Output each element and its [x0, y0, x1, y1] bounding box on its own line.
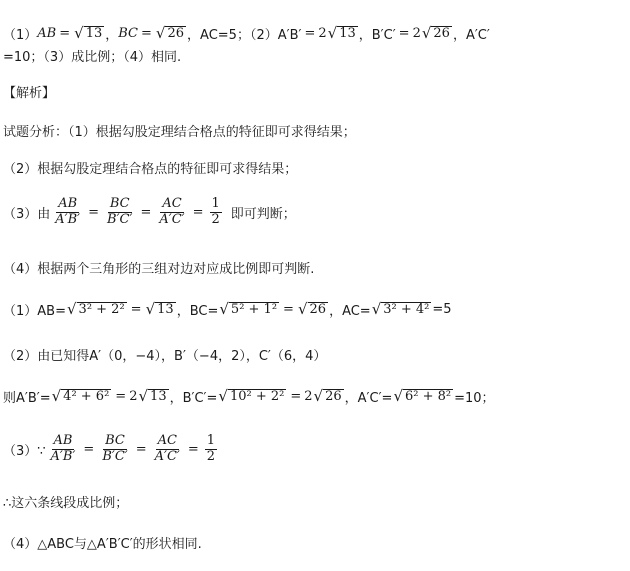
calc-line-6 [3, 533, 202, 552]
calc-1-bc: ，BC= [176, 304, 219, 319]
analysis-p2-text: （2）根据勾股定理结合格点的特征即可求得结果； [3, 162, 298, 177]
sqrt-26: √ 26 [313, 387, 342, 406]
calc-5-text: ∴这六条线段成比例； [3, 496, 129, 511]
comma: ， [187, 28, 201, 43]
equals-sign: = [140, 204, 152, 220]
answer-line-2 [3, 46, 181, 65]
coefficient-2: 2 [129, 389, 138, 404]
sqrt-13: √ 13 [74, 24, 103, 43]
equals-sign: = [59, 26, 71, 41]
analysis-p3-suffix: 即可判断； [230, 206, 296, 222]
ab-symbol: AB [37, 26, 57, 41]
bc-prime-label: ，B′C′ [358, 28, 396, 43]
calc-line-1 [3, 300, 452, 319]
calc-1-ac: ，AC= [329, 304, 371, 319]
sqrt-bc-expr: √ 5² + 1² [219, 300, 278, 319]
sqrt-13: √ 13 [327, 24, 356, 43]
calc-3-prefix: 则A′B′= [3, 391, 51, 406]
calc-1-end: =5 [432, 302, 452, 317]
calc-1-prefix: （1）AB= [3, 304, 66, 319]
analysis-p4-text: （4）根据两个三角形的三组对边对应成比例即可判断. [3, 262, 315, 277]
equals-sign: = [283, 302, 294, 317]
sqrt-ab-expr: √ 3² + 2² [66, 300, 125, 319]
analysis-p3-prefix: （3）由 [3, 206, 51, 222]
analysis-p1-text: 试题分析：（1）根据勾股定理结合格点的特征即可求得结果； [3, 125, 356, 140]
fraction-half: $\frac{1}{2}$ [211, 196, 220, 227]
fraction-bc: $\frac{BC}{B'C'}$ [107, 196, 133, 227]
calc-3-bc: ，B′C′= [169, 391, 218, 406]
analysis-p4 [3, 258, 314, 277]
analysis-heading-text: 【解析】 [3, 86, 56, 101]
sqrt-13: √ 13 [138, 387, 167, 406]
comma: ， [105, 28, 119, 43]
analysis-p2 [3, 158, 297, 177]
ac-and-part-2: AC=5；（2）A′B′ [200, 28, 302, 43]
fraction-ab: $\frac{AB}{A'B'}$ [55, 196, 81, 227]
calc-6-text: （4）△ABC与△A′B′C′的形状相同. [3, 537, 202, 552]
calc-line-4 [3, 434, 220, 465]
equals-sign: = [304, 26, 316, 41]
calc-4-prefix: （3）∵ [3, 443, 46, 459]
equals-sign: = [192, 204, 204, 220]
fraction-ac: $\frac{AC}{A'C'}$ [154, 433, 180, 464]
coefficient-2: 2 [318, 26, 327, 41]
sqrt-bpcp-expr: √ 10² + 2² [218, 387, 285, 406]
fraction-ac: $\frac{AC}{A'C'}$ [159, 196, 185, 227]
sqrt-26: √ 26 [155, 24, 185, 43]
sqrt-26: √ 26 [421, 24, 450, 43]
coefficient-2: 2 [304, 389, 313, 404]
answer-part-1-label: （1） [3, 28, 38, 43]
answer-line-2-text: =10；（3）成比例；（4）相同. [3, 50, 182, 65]
calc-line-5 [3, 492, 128, 511]
sqrt-26: √ 26 [297, 300, 327, 319]
equals-sign: = [290, 389, 302, 404]
calc-2-text: （2）由已知得A′（0，−4），B′（−4，2），C′（6，4） [3, 349, 327, 364]
equals-sign: = [115, 389, 127, 404]
answer-line-1 [3, 24, 490, 43]
ac-prime-label: ，A′C′ [452, 28, 490, 43]
calc-line-2 [3, 345, 326, 364]
fraction-ab: $\frac{AB}{A'B'}$ [50, 433, 76, 464]
coefficient-2: 2 [412, 26, 421, 41]
analysis-p1 [3, 121, 356, 140]
calc-3-ac: ，A′C′= [344, 391, 393, 406]
equals-sign: = [88, 204, 100, 220]
analysis-p3 [3, 197, 296, 228]
fraction-bc: $\frac{BC}{B'C'}$ [102, 433, 128, 464]
sqrt-apbp-expr: √ 4² + 6² [51, 387, 110, 406]
equals-sign: = [130, 302, 142, 317]
sqrt-13: √ 13 [145, 300, 174, 319]
calc-3-end: =10； [454, 391, 495, 406]
calc-line-3 [3, 387, 495, 406]
equals-sign: = [83, 441, 95, 457]
sqrt-apcp-expr: √ 6² + 8² [393, 387, 452, 406]
bc-symbol: BC [118, 26, 139, 41]
equals-sign: = [398, 26, 410, 41]
equals-sign: = [141, 26, 152, 41]
fraction-half: $\frac{1}{2}$ [206, 433, 216, 464]
analysis-heading [3, 82, 55, 101]
equals-sign: = [187, 441, 199, 457]
equals-sign: = [135, 441, 147, 457]
sqrt-ac-expr: √ 3² + 4² [371, 300, 430, 319]
